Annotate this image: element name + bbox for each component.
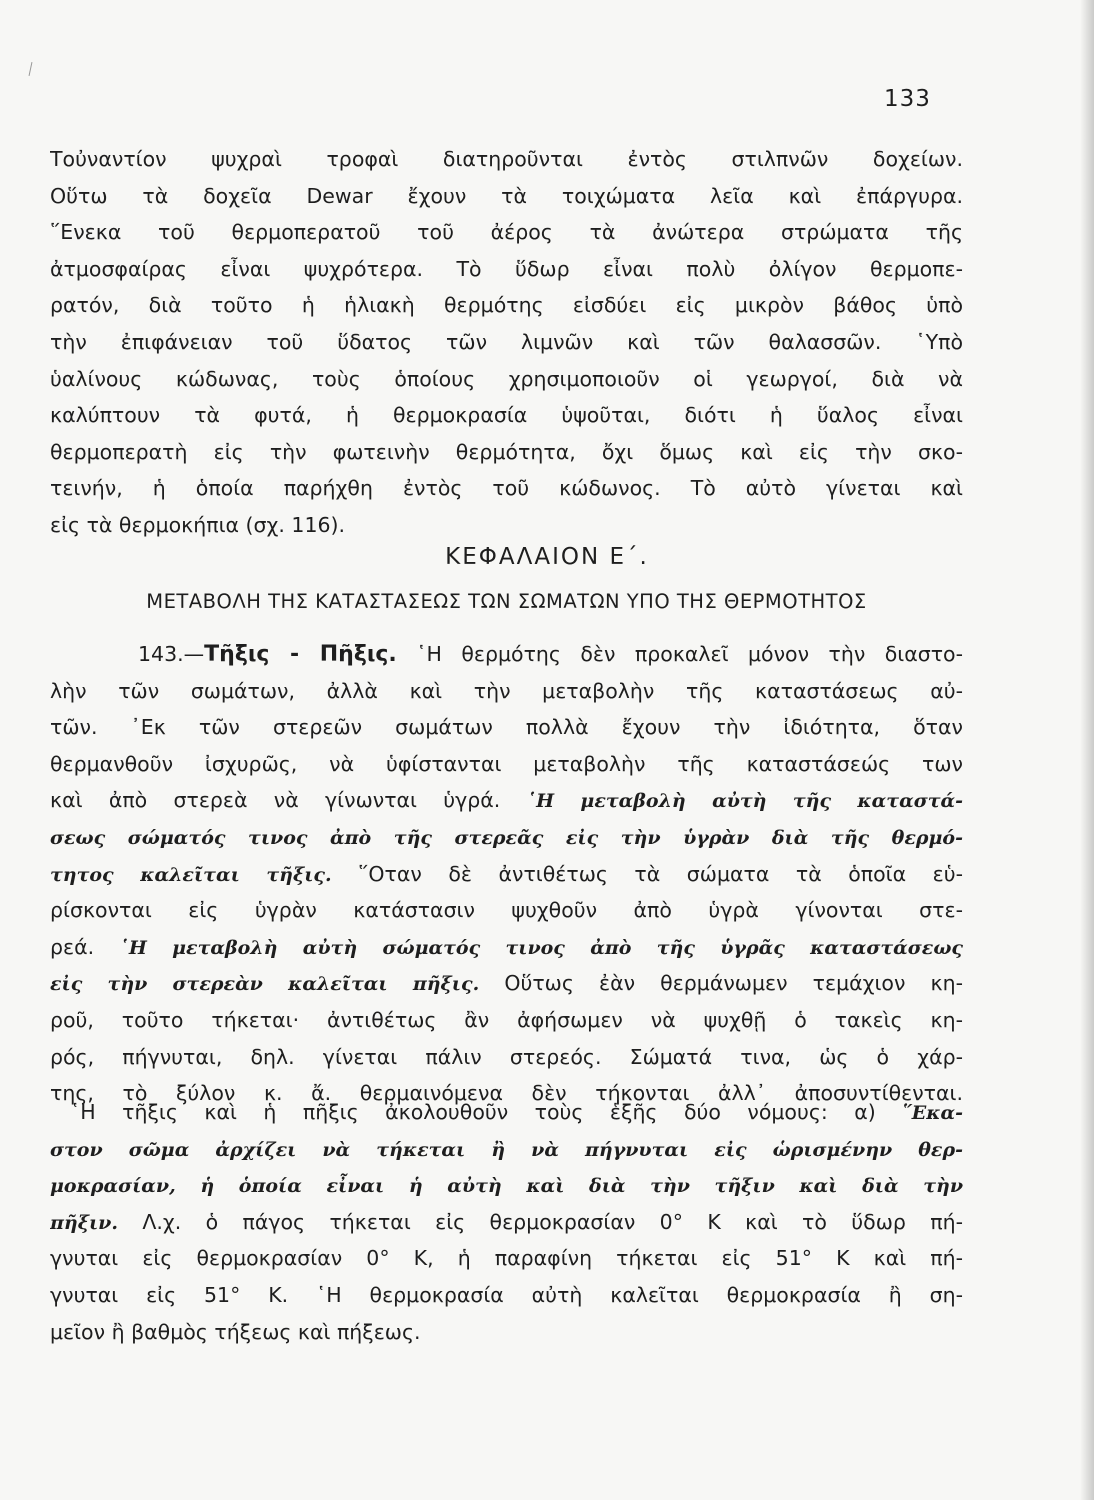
- law-text: ῞Εκα-: [902, 1102, 963, 1124]
- text-line: [50, 819, 963, 856]
- text-fragment: Λ.χ. ὁ πάγος τήκεται εἰς θερμοκρασίαν 0° Κ καὶ τὸ ὕδωρ πή-: [117, 1209, 963, 1234]
- text-line: γνυται εἰς θερμοκρασίαν 0° Κ, ἡ παραφίνη τήκεται εἰς 51° Κ καὶ πή-: [50, 1246, 963, 1271]
- definition-text: σεως σώματός τινος ἀπὸ τῆς στερεᾶς εἰς τὴν ὑγρὰν διὰ τῆς θερμό-: [50, 826, 963, 849]
- definition-text: τητος καλεῖται τῆξις.: [50, 863, 332, 886]
- text-fragment: ρεά.: [50, 934, 120, 959]
- text-line: ἀτμοσφαίρας εἶναι ψυχρότερα. Τὸ ὕδωρ εἶναι πολὺ ὀλίγον θερμοπε-: [50, 256, 963, 281]
- text-line: [50, 856, 963, 893]
- text-line: [50, 1131, 963, 1168]
- section-title: ΜΕΤΑΒΟΛΗ ΤΗΣ ΚΑΤΑΣΤΑΣΕΩΣ ΤΩΝ ΣΩΜΑΤΩΝ ΥΠΟ ΤΗΣ ΘΕΡΜΟΤΗΤΟΣ: [146, 590, 867, 613]
- text-line: μεῖον ἢ βαθμὸς τήξεως καὶ πήξεως.: [50, 1319, 421, 1344]
- text-line: [50, 1167, 963, 1204]
- text-line: τῶν. ᾿Εκ τῶν στερεῶν σωμάτων πολλὰ ἔχουν τὴν ἰδιότητα, ὅταν: [50, 715, 963, 740]
- text-line: τὴν ἐπιφάνειαν τοῦ ὕδατος τῶν λιμνῶν καὶ τῶν θαλασσῶν. ῾Υπὸ: [50, 329, 963, 354]
- text-line: λὴν τῶν σωμάτων, ἀλλὰ καὶ τὴν μεταβολὴν τῆς καταστάσεως αὐ-: [50, 678, 963, 703]
- text-line: Οὕτω τὰ δοχεῖα Dewar ἔχουν τὰ τοιχώματα λεῖα καὶ ἐπάργυρα.: [50, 183, 963, 208]
- chapter-title: ΚΕΦΑΛΑΙΟΝ Ε΄.: [445, 544, 649, 570]
- text-line: ῞Ενεκα τοῦ θερμοπερατοῦ τοῦ ἀέρος τὰ ἀνώτερα στρώματα τῆς: [50, 220, 963, 245]
- text-line: [50, 965, 963, 1002]
- text-line: θερμανθοῦν ἰσχυρῶς, νὰ ὑφίστανται μεταβολὴν τῆς καταστάσεώς των: [50, 751, 963, 776]
- definition-text: ῾Η μεταβολὴ αὐτὴ σώματός τινος ἀπὸ τῆς ὑγρᾶς καταστάσεως: [119, 936, 963, 959]
- page-edge-shadow: [1080, 0, 1094, 1500]
- text-line: [50, 782, 963, 819]
- section-heading: Τῆξις - Πῆξις.: [204, 642, 397, 667]
- text-line: [50, 1094, 963, 1131]
- text-line: ρατόν, διὰ τοῦτο ἡ ἡλιακὴ θερμότης εἰσδύει εἰς μικρὸν βάθος ὑπὸ: [50, 293, 963, 318]
- section-number: 143.—: [138, 642, 205, 666]
- text-line: [50, 1204, 963, 1241]
- text-line: τεινήν, ἡ ὁποία παρήχθη ἐντὸς τοῦ κώδωνος. Τὸ αὐτὸ γίνεται καὶ: [50, 476, 963, 501]
- text-fragment: καὶ ἀπὸ στερεὰ νὰ γίνωνται ὑγρά.: [50, 788, 527, 813]
- text-line: γνυται εἰς 51° Κ. ῾Η θερμοκρασία αὐτὴ καλεῖται θερμοκρασία ἢ ση-: [50, 1282, 963, 1307]
- text-line: ροῦ, τοῦτο τήκεται· ἀντιθέτως ἂν ἀφήσωμεν νὰ ψυχθῇ ὁ τακεὶς κη-: [50, 1007, 963, 1032]
- text-line: [50, 929, 963, 966]
- text-line: [50, 636, 963, 673]
- paragraph-thermal-transparency: [50, 141, 963, 544]
- text-fragment: Οὕτως ἐὰν θερμάνωμεν τεμάχιον κη-: [479, 971, 963, 996]
- scan-mark: [29, 62, 33, 76]
- text-line: Τοὐναντίον ψυχραὶ τροφαὶ διατηροῦνται ἐντὸς στιλπνῶν δοχείων.: [50, 147, 963, 171]
- definition-text: ῾Η μεταβολὴ αὐτὴ τῆς καταστά-: [526, 790, 963, 813]
- text-line: της, τὸ ξύλον κ. ἄ. θερμαινόμενα δὲν τήκονται ἀλλ᾿ ἀποσυντίθενται.: [50, 1081, 963, 1106]
- page-number: 133: [884, 86, 931, 112]
- text-line: εἰς τὰ θερμοκήπια (σχ. 116).: [50, 512, 346, 537]
- text-fragment: ῾Η τῆξις καὶ ἡ πῆξις ἀκολουθοῦν τοὺς ἑξῆς δύο νόμους: α): [70, 1100, 903, 1124]
- law-text: πῆξιν.: [50, 1211, 118, 1234]
- text-line: ρός, πήγνυται, δηλ. γίνεται πάλιν στερεός. Σώματά τινα, ὡς ὁ χάρ-: [50, 1044, 963, 1069]
- law-text: στον σῶμα ἀρχίζει νὰ τήκεται ἢ νὰ πήγνυται εἰς ὡρισμένην θερ-: [50, 1138, 963, 1161]
- paragraph-laws: [50, 1094, 963, 1350]
- definition-text: εἰς τὴν στερεὰν καλεῖται πῆξις.: [50, 973, 480, 996]
- text-line: καλύπτουν τὰ φυτά, ἡ θερμοκρασία ὑψοῦται, διότι ἡ ὕαλος εἶναι: [50, 403, 963, 428]
- text-line: ὑαλίνους κώδωνας, τοὺς ὁποίους χρησιμοποιοῦν οἱ γεωργοί, διὰ νὰ: [50, 366, 963, 391]
- text-line: ρίσκονται εἰς ὑγρὰν κατάστασιν ψυχθοῦν ἀπὸ ὑγρὰ γίνονται στε-: [50, 898, 963, 923]
- text-fragment: ῾Η θερμότης δὲν προκαλεῖ μόνον τὴν διαστο-: [396, 642, 963, 666]
- text-line: θερμοπερατὴ εἰς τὴν φωτεινὴν θερμότητα, ὄχι ὅμως καὶ εἰς τὴν σκο-: [50, 439, 963, 464]
- paragraph-melting-freezing: [50, 636, 963, 1112]
- law-text: μοκρασίαν, ἡ ὁποία εἶναι ἡ αὐτὴ καὶ διὰ τὴν τῆξιν καὶ διὰ τὴν: [50, 1175, 963, 1198]
- text-fragment: ῞Οταν δὲ ἀντιθέτως τὰ σώματα τὰ ὁποῖα εὑ-: [331, 861, 963, 886]
